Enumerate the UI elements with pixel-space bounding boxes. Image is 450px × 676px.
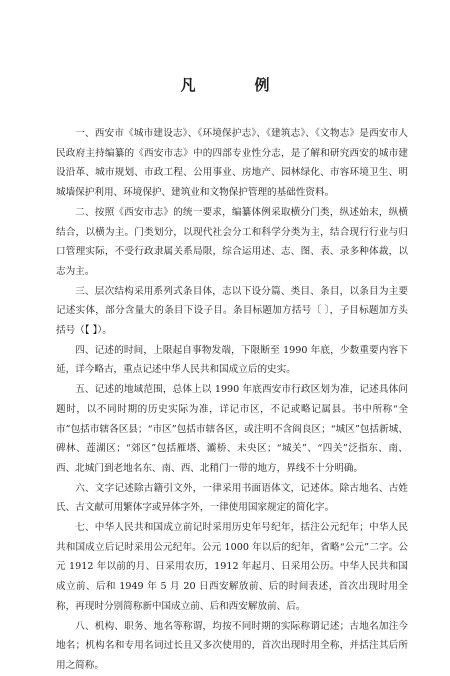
paragraph-1: 一、西安市《城市建设志》、《环境保护志》、《建筑志》、《文物志》是西安市人民政府主持编纂的《西安市志》中的四部专业性分志，是了解和研究西安的城市建设沿革、城市规划、市政工程、公用事业、房地产、园林绿化、市容环境卫生、明城墙保护利用、环境保护、建筑业和文物保护管理的基础性资料。: [56, 128, 408, 199]
paragraph-3: 三、层次结构采用系列式条目体，志以下设分篇、类目、条目，以条目为主要记述实体，部分含量大的条目下设子目。条目标题加方括号〔 〕，子目标题加方头括号（【 】）。: [56, 285, 408, 337]
paragraph-2: 二、按照《西安市志》的统一要求，编纂体例采取横分门类，纵述始末，纵横结合，以横为主。门类划分，以现代社会分工和科学分类为主，结合现行行业与归口管理实际，不受行政隶属关系局限，综合运用述、志、图、表、录多种体裁，以志为主。: [56, 206, 408, 277]
document-body: [56, 124, 408, 676]
paragraph-4: 四、记述的时间，上限起自事物发端，下限断至 1990 年底，少数重要内容下延，详今略古，重点记述中华人民共和国成立后的史实。: [56, 344, 408, 376]
paragraph-6: 六、文字记述除古籍引文外，一律采用书面语体文，记述体。除古地名、古姓氏、古文献可用繁体字或异体字外，一律使用国家规定的简化字。: [56, 482, 408, 514]
paragraph-5: 五、记述的地域范围，总体上以 1990 年底西安市行政区划为准，记述具体问题时，以不同时期的历史实际为准，详记市区，不记或略记属县。书中所称“全市”包括市辖各区县；“市区”包括市辖各区，或注明不含阎良区；“城区”包括新城、碑林、莲湖区；“郊区”包括雁塔、灞桥、未央区；“城关”、“四关”泛指东、南、西、北城门到老地名东、南、西、北稍门一带的地方，界线不十分明确。: [56, 384, 408, 474]
paragraph-8: 八、机构、职务、地名等称谓，均按不同时期的实际称谓记述；古地名加注今地名；机构名和专用名词过长且又多次使用的，首次出现时用全称，并括注其后所用之简称。: [56, 620, 408, 671]
page-title: 凡 例: [180, 76, 292, 94]
paragraph-7: 七、中华人民共和国成立前记时采用历史年号纪年，括注公元纪年；中华人民共和国成立后记时采用公元纪年。公元 1000 年以后的纪年，省略“公元”二字。公元 1912 年以前的月、日采用农历，1912 年起月、日采用公历。中华人民共和国成立前、后和 1949 年 5 月 20 日西安解放前、后的时间表述，首次出现时用全称，再现时分别简称新中国成立前、后和西安解放前、后。: [56, 522, 408, 612]
